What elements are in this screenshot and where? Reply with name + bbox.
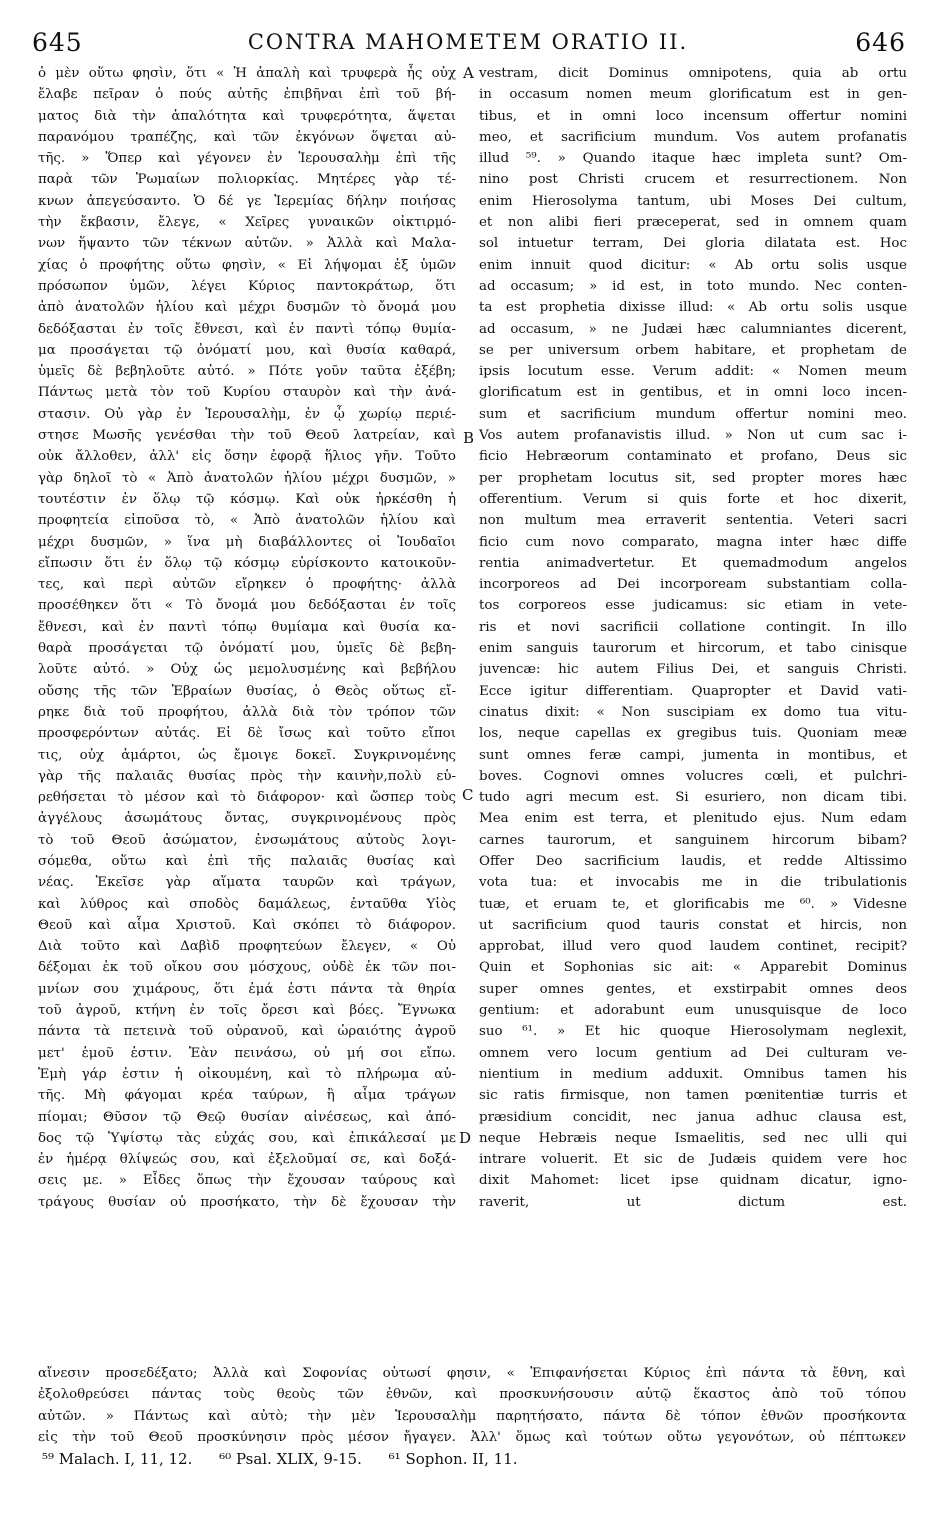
- greek-text-line: Θεοῦ καὶ αἷμα Χριστοῦ. Καὶ σκόπει τὸ διάφορον.: [38, 917, 456, 933]
- greek-text-line: λοῦτε αὐτό. » Οὐχ ὡς μεμολυσμένης καὶ βεβήλου: [38, 662, 456, 678]
- latin-text-line: vestram, dicit Dominus omnipotens, quia ab ortu: [479, 66, 907, 81]
- greek-text-line: τὸ τοῦ Θεοῦ ἀσώματον, ἐνσωμάτους αὐτοὺς λογι-: [38, 832, 456, 848]
- greek-column: [38, 63, 456, 1213]
- greek-text-line: γὰρ δηλοῖ τὸ « Ἀπὸ ἀνατολῶν ἡλίου μέχρι δυσμῶν, »: [38, 470, 456, 486]
- latin-text-line: enim innuit quod dicitur: « Ab ortu solis usque: [479, 257, 907, 273]
- latin-text-line: rentia animadvertetur. Et quemadmodum angelos: [479, 555, 907, 571]
- greek-text-line: μέχρι δυσμῶν, » ἵνα μὴ διαβάλλοντες οἱ Ἰουδαῖοι: [38, 534, 456, 550]
- greek-text-line: ἔλαβε πεῖραν ὁ πούς αὐτῆς ἐπιβῆναι ἐπὶ τοῦ βή-: [38, 87, 456, 103]
- greek-text-line: τῆς. Μὴ φάγομαι κρέα ταύρων, ἢ αἷμα τράγων: [38, 1088, 456, 1104]
- greek-text-line: τῆς. » Ὅπερ καὶ γέγονεν ἐν Ἱερουσαλὴμ ἐπὶ τῆς: [38, 151, 456, 167]
- greek-text-line: Πάντως μετὰ τὸν τοῦ Κυρίου σταυρὸν καὶ τὴν ἀνά-: [38, 385, 456, 401]
- greek-text-line: πίομαι; Θῦσον τῷ Θεῷ θυσίαν αἰνέσεως, καὶ ἀπό-: [38, 1109, 456, 1125]
- latin-text-line: tudo agri mecum est. Si esuriero, non dicam tibi.: [479, 790, 907, 806]
- footnote-60: ⁶⁰ Psal. XLIX, 9-15.: [219, 1450, 362, 1468]
- greek-text-line: προσφερόντων αὐτάς. Εἰ δὲ ἴσως καὶ τοῦτο εἴποι: [38, 726, 456, 742]
- latin-text-line: glorificatum est in gentibus, et in omni loco incen-: [479, 385, 907, 401]
- latin-text-line: ipsis locutum esse. Verum addit: « Nomen meum: [479, 364, 907, 380]
- greek-text-line: Διὰ τοῦτο καὶ Δαβὶδ προφητεύων ἔλεγεν, « Οὐ: [38, 939, 456, 955]
- full-width-text-line: ἐξολοθρεύσει πάντας τοὺς θεοὺς τῶν ἐθνῶν, καὶ προσκυνήσουσιν αὐτῷ ἕκαστος ἀπὸ τοῦ τόπου: [38, 1387, 906, 1403]
- latin-text-line: gentium: et adorabunt eum unusquisque de loco: [479, 1003, 907, 1019]
- greek-text-line: μνίων σου χιμάρους, ὅτι ἐμά ἐστι πάντα τὰ θηρία: [38, 981, 456, 997]
- greek-text-line: τράγους θυσίαν οὐ προσήκατο, τὴν δὲ ἔχουσαν τὴν: [38, 1194, 456, 1210]
- greek-text-line: σεις με. » Εἶδες ὅπως τὴν ἔχουσαν ταύρους καὶ: [38, 1173, 456, 1189]
- greek-text-line: ἐν ἡμέρᾳ θλίψεώς σου, καὶ ἐξελοῦμαί σε, καὶ δοξά-: [38, 1152, 456, 1168]
- latin-text-line: suo ⁶¹. » Et hic quoque Hierosolymam neglexit,: [479, 1024, 907, 1040]
- greek-text-line: σόμεθα, οὕτω καὶ ἐπὶ τῆς παλαιᾶς θυσίας καὶ: [38, 853, 456, 869]
- latin-text-line: se per universum orbem habitare, et prophetam de: [479, 342, 907, 358]
- latin-text-line: per prophetam locutus sit, sed propter mores hæc: [479, 470, 907, 486]
- latin-text-line: super omnes gentes, et exstirpabit omnes deos: [479, 981, 907, 997]
- full-width-greek-text: [38, 1363, 906, 1448]
- greek-text-line: παρὰ τῶν Ῥωμαίων πολιορκίας. Μητέρες γὰρ τέ-: [38, 172, 456, 188]
- latin-text-line: præsidium concidit, nec janua adhuc clausa est,: [479, 1109, 907, 1125]
- latin-text-line: tuæ, et eruam te, et glorificabis me ⁶⁰. » Videsne: [479, 896, 907, 912]
- latin-column: [479, 63, 907, 1213]
- full-width-text-line: αὐτῶν. » Πάντως καὶ αὐτὸ; τὴν μὲν Ἱερουσαλὴμ παρητήσατο, πάντα δὲ τόπον ἐθνῶν προσήκοντα: [38, 1408, 906, 1424]
- greek-text-line: οὔσης τῆς τῶν Ἑβραίων θυσίας, ὁ Θεὸς οὕτως εἴ-: [38, 683, 456, 699]
- greek-text-line: πάντα τὰ πετεινὰ τοῦ οὐρανοῦ, καὶ ὡραιότης ἀγροῦ: [38, 1024, 456, 1040]
- greek-text-line: μετ' ἐμοῦ ἐστιν. Ἐὰν πεινάσω, οὐ μή σοι εἴπω.: [38, 1045, 456, 1061]
- latin-text-line: Quin et Sophonias sic ait: « Apparebit Dominus: [479, 960, 907, 976]
- latin-text-line: sic ratis firmisque, non tamen pœnitentiæ turris et: [479, 1088, 907, 1104]
- latin-text-line: incorporeos ad Dei incorpoream substantiam colla-: [479, 577, 907, 593]
- latin-text-line: nino post Christi crucem et resurrectionem. Non: [479, 172, 907, 188]
- section-marker-b: B: [463, 429, 475, 447]
- latin-text-line: Ecce igitur differentiam. Quapropter et David vati-: [479, 683, 907, 699]
- footnote-61: ⁶¹ Sophon. II, 11.: [388, 1450, 518, 1468]
- full-width-text-line: αἴνεσιν προσεδέξατο; Ἀλλὰ καὶ Σοφονίας οὑτωσί φησιν, « Ἐπιφανήσεται Κύριος ἐπὶ πάντα τὰ ἔθνη, καὶ: [38, 1366, 906, 1381]
- latin-text-line: Offer Deo sacrificium laudis, et redde Altissimo: [479, 853, 907, 869]
- latin-text-line: neque Hebræis neque Ismaelitis, sed nec ulli qui: [479, 1130, 907, 1146]
- latin-text-line: carnes taurorum, et sanguinem hircorum bibam?: [479, 832, 907, 848]
- latin-text-line: nientium in medium adduxit. Omnibus tamen his: [479, 1066, 907, 1082]
- greek-text-line: καὶ λύθρος καὶ σποδὸς δαμάλεως, ἐνταῦθα Υἱὸς: [38, 896, 456, 912]
- latin-text-line: boves. Cognovi omnes volucres cœli, et pulchri-: [479, 768, 907, 784]
- latin-text-line: ficio Hebræorum contaminato et profano, Deus sic: [479, 449, 907, 465]
- latin-text-line: ad occasum, » ne Judæi hæc calumniantes dicerent,: [479, 321, 907, 337]
- greek-text-line: παρανόμου τραπέζης, καὶ τῶν ἐκγόνων ὅψεται αὐ-: [38, 129, 456, 145]
- greek-text-line: ὑμεῖς δὲ βεβηλοῦτε αὐτό. » Πότε γοῦν ταῦτα ἐξέβη;: [38, 364, 456, 380]
- section-marker-c: C: [462, 786, 474, 804]
- greek-text-line: νέας. Ἐκεῖσε γὰρ αἵματα ταυρῶν καὶ τράγων,: [38, 875, 456, 891]
- latin-text-line: intrare voluerit. Et sic de Judæis quidem vere hoc: [479, 1152, 907, 1168]
- full-width-text-line: εἰς τὴν τοῦ Θεοῦ προσκύνησιν πρὸς μέσον ἤγαγεν. Ἀλλ' ὅμως καὶ τούτων οὕτω γεγονότων, οὐ πέπτωκεν: [38, 1429, 906, 1445]
- latin-text-line: in occasum nomen meum glorificatum est in gen-: [479, 87, 907, 103]
- latin-text-line: ficio cum novo comparato, magna inter hæc diffe: [479, 534, 907, 550]
- greek-text-line: οὐκ ἄλλοθεν, ἀλλ' εἰς ὅσην ἐφορᾷ ἥλιος γῆν. Τοῦτο: [38, 449, 456, 465]
- latin-text-line: los, neque capellas ex gregibus tuis. Quoniam meæ: [479, 726, 907, 742]
- greek-text-line: θαρὰ προσάγεται τῷ ὀνόματί μου, ὑμεῖς δὲ βεβη-: [38, 641, 456, 657]
- page-number-right: 646: [855, 28, 906, 57]
- greek-text-line: τουτέστιν ἐν ὅλῳ τῷ κόσμῳ. Καὶ οὐκ ἠρκέσθη ἡ: [38, 491, 456, 507]
- greek-text-line: τες, καὶ περὶ αὐτῶν εἴρηκεν ὁ προφήτης· ἀλλὰ: [38, 577, 456, 593]
- greek-text-line: τοῦ ἀγροῦ, κτήνη ἐν τοῖς ὄρεσι καὶ βόες. Ἔγνωκα: [38, 1003, 456, 1019]
- latin-text-line: et non alibi fieri præceperat, sed in omnem quam: [479, 215, 907, 231]
- section-marker-d: D: [459, 1129, 472, 1147]
- latin-text-line: ta est prophetia dixisse illud: « Ab ortu solis usque: [479, 300, 907, 316]
- latin-text-line: Vos autem profanavistis illud. » Non ut cum sac i-: [479, 428, 907, 444]
- greek-text-line: ρεθήσεται τὸ μέσον καὶ τὸ διάφορον· καὶ ὥσπερ τοὺς: [38, 790, 456, 806]
- greek-text-line: τις, οὐχ ἁμάρτοι, ὡς ἔμοιγε δοκεῖ. Συγκρινομένης: [38, 747, 456, 763]
- latin-text-line: omnem vero locum gentium ad Dei culturam ve-: [479, 1045, 907, 1061]
- latin-text-line: enim sanguis taurorum et hircorum, et tabo cinisque: [479, 641, 907, 657]
- latin-text-line: enim Hierosolyma tantum, ubi Moses Dei cultum,: [479, 193, 907, 209]
- greek-text-line: Ἐμὴ γάρ ἐστιν ἡ οἰκουμένη, καὶ τὸ πλήρωμα αὐ-: [38, 1066, 456, 1082]
- page-number-left: 645: [32, 28, 83, 57]
- latin-text-line: sol intuetur terram, Dei gloria dilatata est. Hoc: [479, 236, 907, 252]
- greek-text-line: στησε Μωσῆς γενέσθαι τὴν τοῦ Θεοῦ λατρείαν, καὶ: [38, 428, 456, 444]
- latin-text-line: meo, et sacrificium mundum. Vos autem profanatis: [479, 129, 907, 145]
- greek-text-line: ὁ μὲν οὕτω φησὶν, ὅτι « Ἡ ἁπαλὴ καὶ τρυφερὰ ἧς οὐχ: [38, 66, 456, 81]
- latin-text-line: illud ⁵⁹. » Quando itaque hæc impleta sunt? Om-: [479, 151, 907, 167]
- latin-text-line: ut sacrificium quod tauris constat et hircis, non: [479, 917, 907, 933]
- greek-text-line: κνων ἀπεγεύσαντο. Ὁ δέ γε Ἱερεμίας δήλην ποιήσας: [38, 193, 456, 209]
- latin-text-line: juvencæ: hic autem Filius Dei, et sanguis Christi.: [479, 662, 907, 678]
- greek-text-line: ἔθνεσι, καὶ ἐν παντὶ τόπῳ θυμίαμα καὶ θυσία κα-: [38, 619, 456, 635]
- greek-text-line: πρόσωπον ὑμῶν, λέγει Κύριος παντοκράτωρ, ὅτι: [38, 278, 456, 294]
- latin-text-line: tibus, et in omni loco incensum offertur nomini: [479, 108, 907, 124]
- greek-text-line: δεδόξασται ἐν τοῖς ἔθνεσι, καὶ ἐν παντὶ τόπῳ θυμία-: [38, 321, 456, 337]
- greek-text-line: γὰρ τῆς παλαιᾶς θυσίας πρὸς τὴν καινὴν,πολὺ εὑ-: [38, 768, 456, 784]
- greek-text-line: εἴπωσιν ὅτι ἐν ὅλῳ τῷ κόσμῳ εὑρίσκοντο κατοικοῦν-: [38, 555, 456, 571]
- latin-text-line: sum et sacrificium mundum offertur nomini meo.: [479, 406, 907, 422]
- latin-text-line: non multum mea erraverit sententia. Veteri sacri: [479, 513, 907, 529]
- latin-text-line: vota tua: et invocabis me in die tribulationis: [479, 875, 907, 891]
- latin-text-line: sunt omnes feræ campi, jumenta in montibus, et: [479, 747, 907, 763]
- latin-text-line: Mea enim est terra, et plenitudo ejus. Num edam: [479, 811, 907, 827]
- greek-text-line: προσέθηκεν ὅτι « Τὸ ὄνομά μου δεδόξασται ἐν τοῖς: [38, 598, 456, 614]
- running-title: CONTRA MAHOMETEM ORATIO II.: [247, 30, 689, 54]
- latin-text-line: ad occasum; » id est, in toto mundo. Nec conten-: [479, 278, 907, 294]
- latin-text-line: ris et novi sacrificii collatione contingit. In illo: [479, 619, 907, 635]
- latin-text-line: approbat, illud vero quod laudem continet, recipit?: [479, 939, 907, 955]
- footnotes: [42, 1450, 902, 1468]
- greek-text-line: στασιν. Οὐ γὰρ ἐν Ἱερουσαλὴμ, ἐν ᾧ χωρίῳ περιέ-: [38, 406, 456, 422]
- latin-text-line: tos corporeos esse judicamus: sic etiam in vete-: [479, 598, 907, 614]
- section-marker-a: A: [463, 64, 474, 82]
- greek-text-line: νων ἥψαντο τῶν τέκνων αὐτῶν. » Ἀλλὰ καὶ Μαλα-: [38, 236, 456, 252]
- footnote-59: ⁵⁹ Malach. I, 11, 12.: [42, 1450, 193, 1468]
- greek-text-line: ρηκε διὰ τοῦ προφήτου, ἀλλὰ διὰ τὸν τρόπον τῶν: [38, 704, 456, 720]
- greek-text-line: ἀγγέλους ἀσωμάτους ὄντας, συγκρινομένους πρὸς: [38, 811, 456, 827]
- greek-text-line: δος τῷ Ὑψίστῳ τὰς εὐχάς σου, καὶ ἐπικάλεσαί με: [38, 1130, 456, 1146]
- greek-text-line: τὴν ἔκβασιν, ἔλεγε, « Χεῖρες γυναικῶν οἰκτιρμό-: [38, 215, 456, 231]
- latin-text-line: offerentium. Verum si quis forte et hoc dixerit,: [479, 491, 907, 507]
- greek-text-line: ἀπὸ ἀνατολῶν ἡλίου καὶ μέχρι δυσμῶν τὸ ὄνομά μου: [38, 300, 456, 316]
- greek-text-line: χίας ὁ προφήτης οὕτω φησὶν, « Εἰ λήψομαι ἐξ ὑμῶν: [38, 257, 456, 273]
- greek-text-line: προφητεία εἰποῦσα τὸ, « Ἀπὸ ἀνατολῶν ἡλίου καὶ: [38, 513, 456, 529]
- latin-text-line: raverit, ut dictum est.: [479, 1194, 907, 1210]
- latin-text-line: dixit Mahomet: licet ipse quidnam dicatur, igno-: [479, 1173, 907, 1189]
- greek-text-line: ματος διὰ τὴν ἁπαλότητα καὶ τρυφερότητα, ἅψεται: [38, 108, 456, 124]
- latin-text-line: cinatus dixit: « Non suscipiam ex domo tua vitu-: [479, 704, 907, 720]
- page-header: [30, 28, 906, 58]
- greek-text-line: δέξομαι ἐκ τοῦ οἴκου σου μόσχους, οὐδὲ ἐκ τῶν ποι-: [38, 960, 456, 976]
- greek-text-line: μα προσάγεται τῷ ὀνόματί μου, καὶ θυσία καθαρά,: [38, 342, 456, 358]
